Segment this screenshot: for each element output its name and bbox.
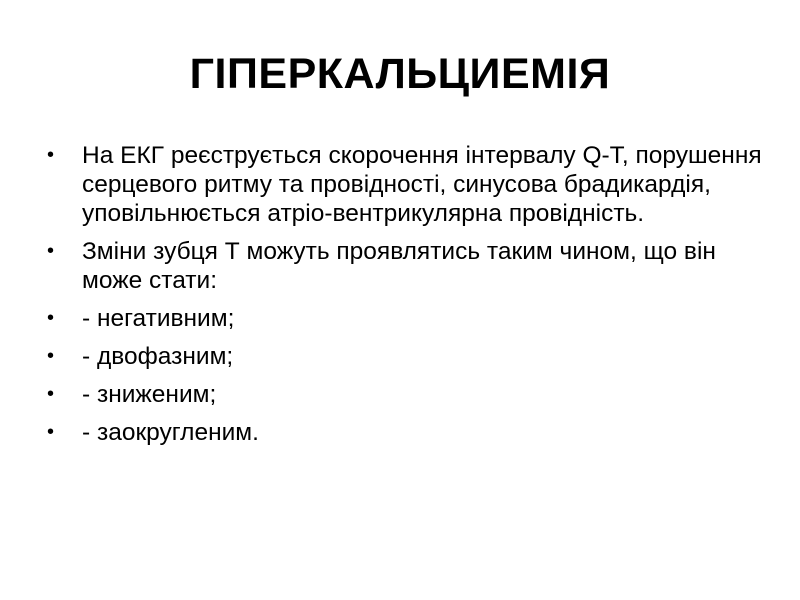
bullet-text: Зміни зубця Т можуть проявлятись таким чином, що він може стати: bbox=[82, 238, 716, 294]
bullet-dot-icon: • bbox=[47, 307, 55, 329]
bullet-item-ecg-changes bbox=[47, 141, 767, 228]
bullet-text: - заокругленим. bbox=[82, 419, 259, 446]
bullet-item-reduced bbox=[47, 380, 767, 409]
bullet-text: - негативним; bbox=[82, 305, 235, 332]
bullet-text: - двофазним; bbox=[82, 343, 234, 370]
bullet-item-rounded bbox=[47, 418, 767, 447]
bullet-dot-icon: • bbox=[47, 421, 55, 443]
bullet-text: На ЕКГ реєструється скорочення інтервалу Q-T, порушення серцевого ритму та провідності, синусова брадикардія, уповільнюється атріо-вентрикулярна провідність. bbox=[82, 142, 762, 227]
bullet-item-negative bbox=[47, 304, 767, 333]
bullet-dot-icon: • bbox=[47, 383, 55, 405]
bullet-list bbox=[47, 141, 767, 456]
bullet-dot-icon: • bbox=[47, 240, 55, 262]
bullet-item-biphasic bbox=[47, 342, 767, 371]
slide-title: ГІПЕРКАЛЬЦИЕМІЯ bbox=[189, 50, 611, 98]
bullet-dot-icon: • bbox=[47, 144, 55, 166]
bullet-item-t-wave-changes bbox=[47, 237, 767, 295]
bullet-dot-icon: • bbox=[47, 345, 55, 367]
bullet-text: - зниженим; bbox=[82, 381, 217, 408]
